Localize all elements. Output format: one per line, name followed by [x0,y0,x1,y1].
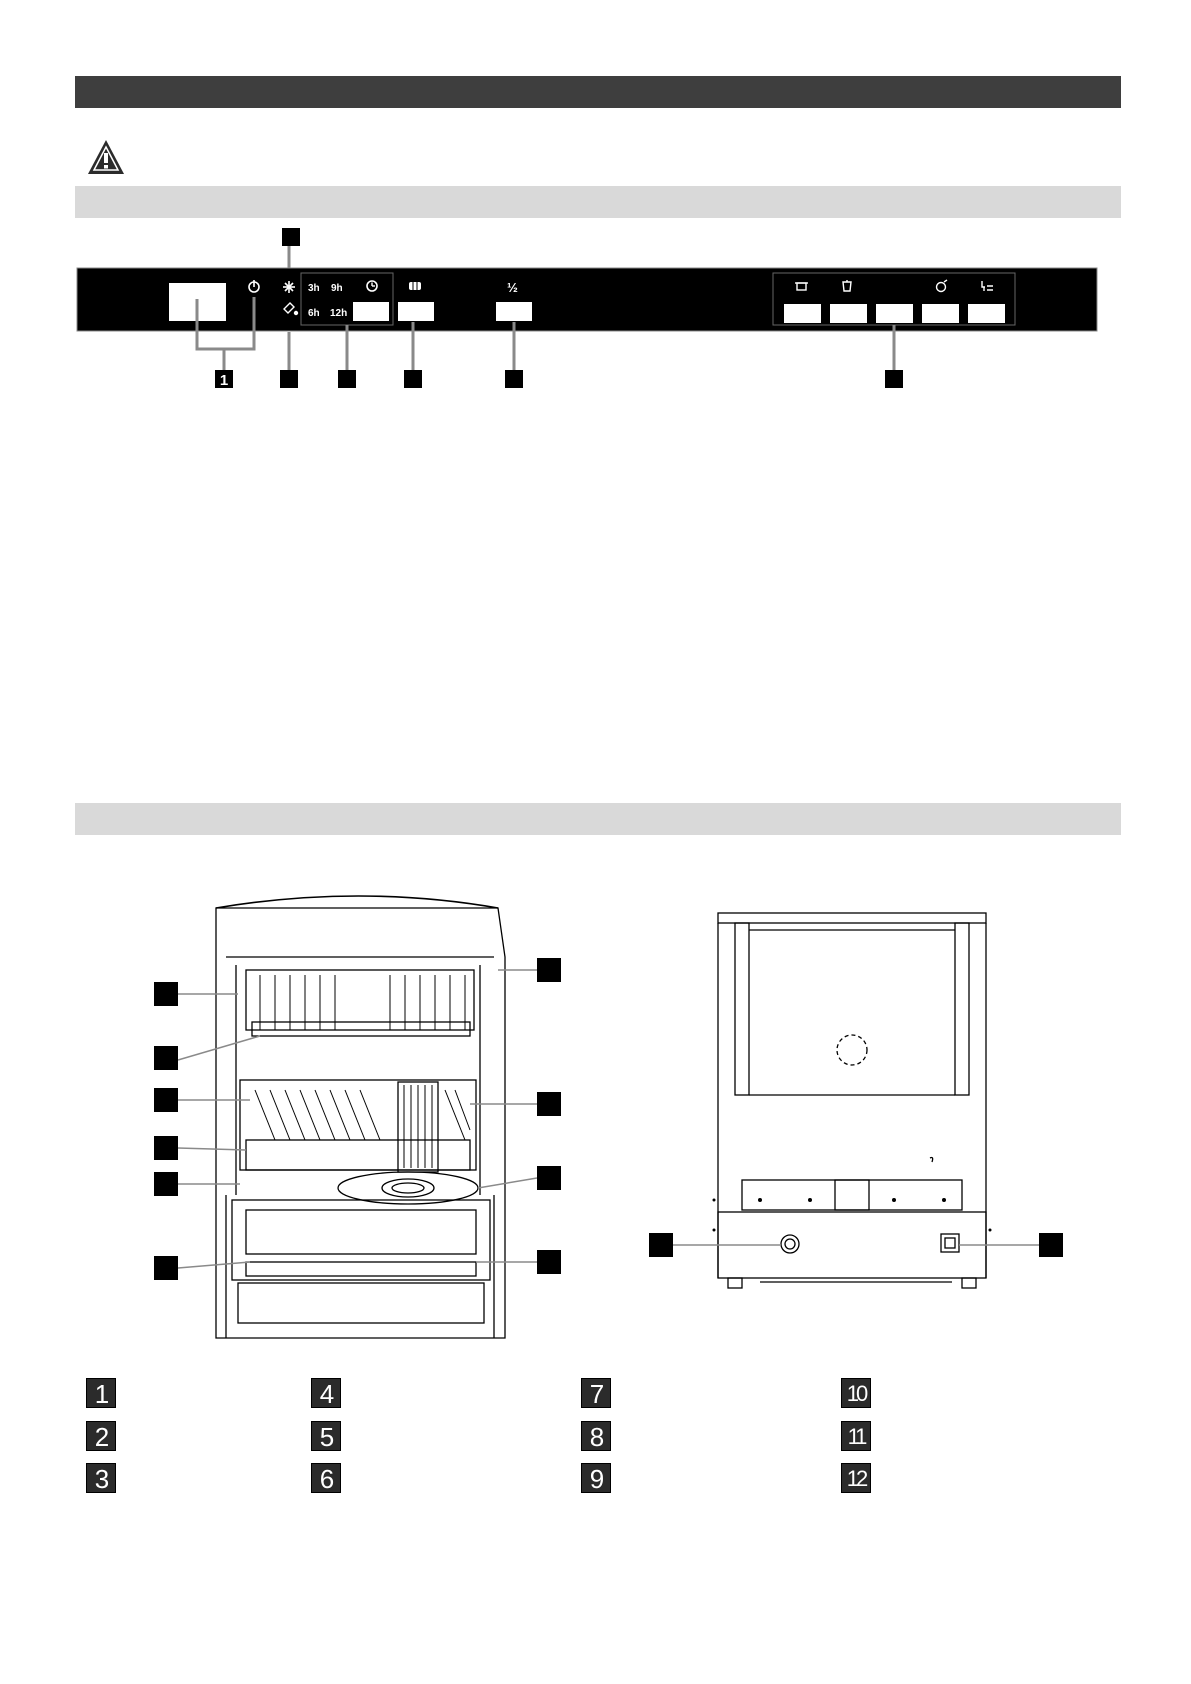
section-bar-appliance-views [75,803,1121,835]
callout-marker [537,958,561,982]
legend-number-12: 12 [841,1463,871,1493]
callout-marker [537,1166,561,1190]
legend-number-11: 11 [841,1421,871,1451]
callout-marker [154,1136,178,1160]
delay-button[interactable] [353,302,389,321]
callout-marker [154,982,178,1006]
delay-label-12h: 12h [330,308,348,319]
legend-number-3: 3 [86,1463,116,1493]
callout-marker [505,370,523,388]
legend-number-10: 10 [841,1378,871,1408]
callout-marker [885,370,903,388]
callout-marker [154,1088,178,1112]
legend-number-1: 1 [86,1378,116,1408]
program-button-4[interactable] [922,304,959,323]
delay-label-9h: 9h [331,283,343,294]
callout-1-label: 1 [219,372,229,389]
program-button-5[interactable] [968,304,1005,323]
dishwasher-rear-diagram [640,905,1080,1305]
program-button-3[interactable] [876,304,913,323]
control-panel-diagram [0,225,1191,415]
callout-marker [537,1250,561,1274]
legend-number-6: 6 [311,1463,341,1493]
section-bar-control-panel [75,186,1121,218]
program-button-1[interactable] [784,304,821,323]
delay-label-6h: 6h [308,308,320,319]
callout-marker [649,1233,673,1257]
multi-tablet-button[interactable] [398,302,434,321]
callout-marker [338,370,356,388]
legend-number-8: 8 [581,1421,611,1451]
legend-number-2: 2 [86,1421,116,1451]
callout-marker [154,1172,178,1196]
header-bar [75,76,1121,108]
half-load-icon: ½ [507,280,518,295]
half-load-button[interactable] [496,302,532,321]
legend-number-5: 5 [311,1421,341,1451]
callout-marker [537,1092,561,1116]
dishwasher-interior-diagram [140,895,580,1365]
callout-marker [282,228,300,246]
callout-marker [404,370,422,388]
callout-marker [154,1046,178,1070]
legend-number-7: 7 [581,1378,611,1408]
legend-number-4: 4 [311,1378,341,1408]
delay-label-3h: 3h [308,283,320,294]
warning-icon [86,138,126,176]
multi-tablet-icon [409,282,421,290]
legend-number-9: 9 [581,1463,611,1493]
callout-marker [154,1256,178,1280]
callout-marker [1039,1233,1063,1257]
callout-marker [280,370,298,388]
program-button-2[interactable] [830,304,867,323]
